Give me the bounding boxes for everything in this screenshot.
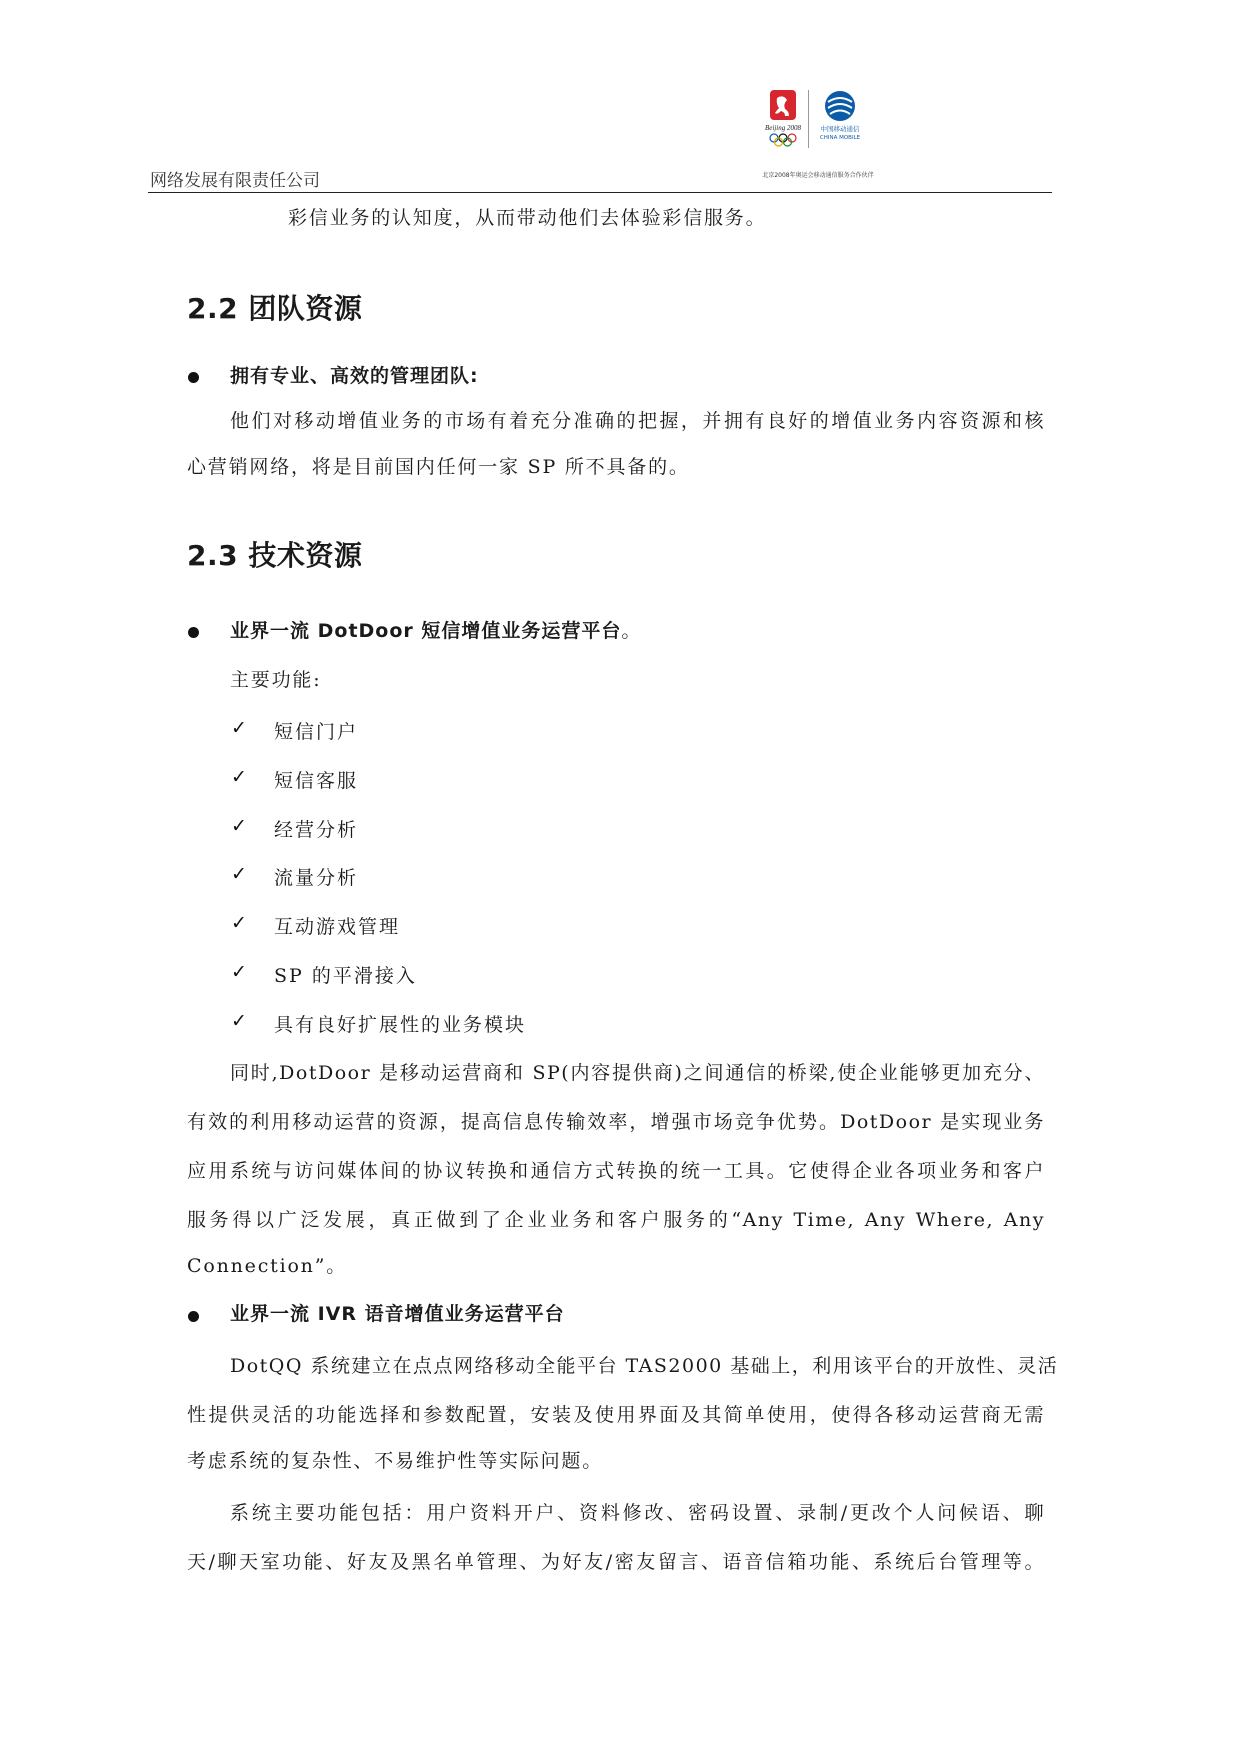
function-item: 流量分析	[274, 867, 359, 889]
checkmark-icon: ✓	[231, 912, 247, 934]
logo-brand-cn: 中国移动通信	[820, 125, 860, 133]
section-2-2-heading: 2.2 团队资源	[187, 292, 363, 325]
dotdoor-bullet-tail: 。	[621, 620, 643, 642]
dotdoor-paragraph-line: 有效的利用移动运营的资源，提高信息传输效率，增强市场竞争优势。DotDoor 是实现业务	[187, 1111, 1045, 1133]
logo-olympic-text: Beijing 2008	[765, 124, 801, 132]
company-name: 网络发展有限责任公司	[150, 171, 320, 191]
bullet-icon	[188, 372, 199, 383]
team-paragraph-line: 他们对移动增值业务的市场有着充分准确的把握，并拥有良好的增值业务内容资源和核	[230, 410, 1045, 432]
header-divider	[148, 192, 1052, 193]
logo-caption: 北京2008年奥运会移动通信服务合作伙伴	[762, 172, 874, 179]
dotdoor-bullet	[230, 619, 642, 643]
function-item: 具有良好扩展性的业务模块	[274, 1014, 527, 1036]
bullet-icon	[188, 1311, 199, 1322]
team-paragraph-line: 心营销网络，将是目前国内任何一家 SP 所不具备的。	[187, 456, 690, 478]
checkmark-icon: ✓	[231, 815, 247, 837]
features-paragraph-line: 天/聊天室功能、好友及黑名单管理、为好友/密友留言、语音信箱功能、系统后台管理等。	[187, 1551, 1045, 1573]
function-item: 短信客服	[274, 770, 359, 792]
dotdoor-paragraph-line: Connection”。	[187, 1255, 348, 1277]
dotdoor-paragraph-line: 服务得以广泛发展，真正做到了企业业务和客户服务的“Any Time, Any Where, Any	[187, 1209, 1045, 1231]
section-2-3-heading: 2.3 技术资源	[187, 539, 363, 572]
team-bullet-text: 拥有专业、高效的管理团队:	[230, 365, 479, 387]
ivr-paragraph-line: 考虑系统的复杂性、不易维护性等实际问题。	[187, 1450, 604, 1472]
functions-label: 主要功能:	[230, 669, 322, 691]
checkmark-icon: ✓	[231, 766, 247, 788]
olympic-china-mobile-logo-icon	[752, 86, 884, 168]
checkmark-icon: ✓	[231, 717, 247, 739]
checkmark-icon: ✓	[231, 863, 247, 885]
checkmark-icon: ✓	[231, 961, 247, 983]
ivr-paragraph-line: DotQQ 系统建立在点点网络移动全能平台 TAS2000 基础上，利用该平台的开放性、灵活	[230, 1355, 1059, 1377]
function-item: SP 的平滑接入	[274, 965, 417, 987]
intro-line: 彩信业务的认知度，从而带动他们去体验彩信服务。	[288, 207, 767, 229]
function-item: 互动游戏管理	[274, 916, 401, 938]
function-item: 短信门户	[274, 721, 359, 743]
checkmark-icon: ✓	[231, 1010, 247, 1032]
sponsor-logo	[752, 86, 884, 188]
dotdoor-paragraph-line: 同时,DotDoor 是移动运营商和 SP(内容提供商)之间通信的桥梁,使企业能够更加充分、	[230, 1062, 1045, 1084]
bullet-icon	[188, 627, 199, 638]
dotdoor-paragraph-line: 应用系统与访问媒体间的协议转换和通信方式转换的统一工具。它使得企业各项业务和客户	[187, 1160, 1045, 1182]
dotdoor-bullet-text: 业界一流 DotDoor 短信增值业务运营平台	[230, 620, 622, 642]
features-paragraph-line: 系统主要功能包括：用户资料开户、资料修改、密码设置、录制/更改个人问候语、聊	[230, 1502, 1045, 1524]
function-item: 经营分析	[274, 819, 359, 841]
ivr-paragraph-line: 性提供灵活的功能选择和参数配置，安装及使用界面及其简单使用，使得各移动运营商无需	[187, 1404, 1045, 1426]
logo-brand-en: CHINA MOBILE	[819, 135, 861, 141]
ivr-bullet-text: 业界一流 IVR 语音增值业务运营平台	[230, 1303, 565, 1325]
